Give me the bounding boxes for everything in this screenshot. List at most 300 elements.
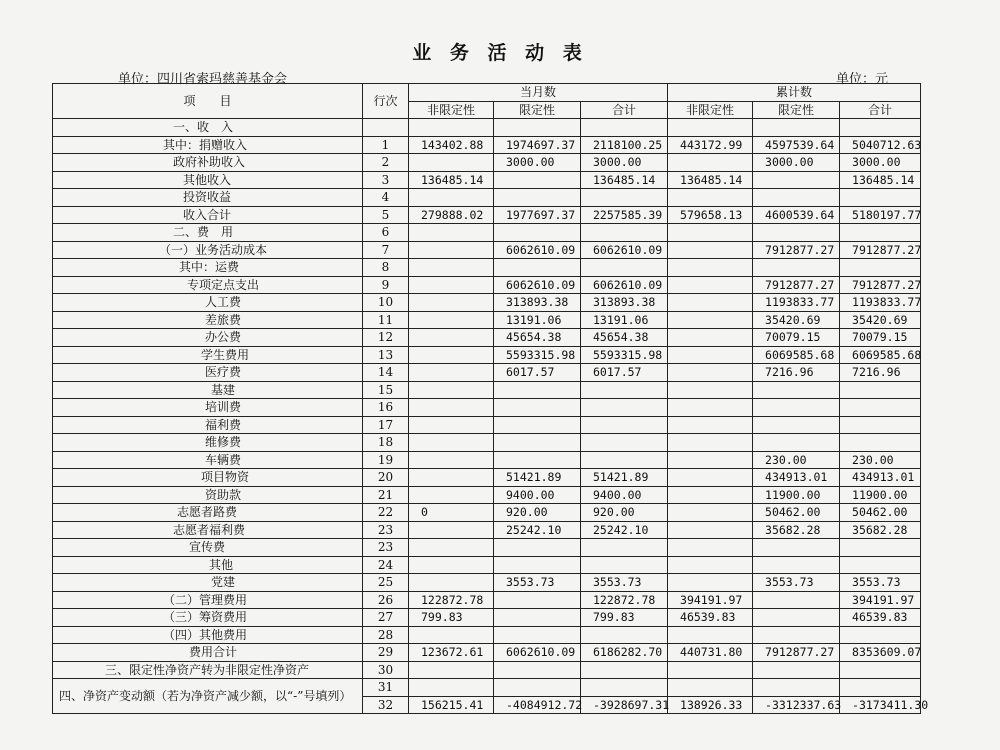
- header-cumulative: 累计数: [668, 84, 921, 102]
- cum-unrestricted: [668, 294, 753, 312]
- row-item: 投资收益: [53, 189, 363, 207]
- cum-unrestricted: 136485.14: [668, 171, 753, 189]
- row-number: 8: [363, 259, 409, 277]
- table-row: [53, 416, 921, 434]
- month-restricted: 1977697.37: [494, 206, 581, 224]
- row-item: 宣传费: [53, 539, 363, 557]
- month-restricted: [494, 259, 581, 277]
- cum-total: [840, 224, 921, 242]
- table-row: [53, 206, 921, 224]
- month-restricted: [494, 416, 581, 434]
- month-unrestricted: [409, 311, 494, 329]
- table-row: [53, 224, 921, 242]
- row-item: 基建: [53, 381, 363, 399]
- cum-total: 7912877.27: [840, 241, 921, 259]
- month-restricted: [494, 451, 581, 469]
- table-row: [53, 609, 921, 627]
- month-unrestricted: 123672.61: [409, 644, 494, 662]
- row-number: 17: [363, 416, 409, 434]
- cum-restricted: 4597539.64: [753, 136, 840, 154]
- month-restricted: [494, 399, 581, 417]
- month-restricted: [494, 661, 581, 679]
- month-restricted: [494, 556, 581, 574]
- net-change-month-total: -3928697.31: [581, 696, 668, 714]
- month-restricted: 51421.89: [494, 469, 581, 487]
- header-cum-total: 合计: [840, 101, 921, 119]
- table-row: [53, 136, 921, 154]
- table-row: [53, 381, 921, 399]
- row-item: （一）业务活动成本: [53, 241, 363, 259]
- table-row: [53, 329, 921, 347]
- row-number: 7: [363, 241, 409, 259]
- month-restricted: 6062610.09: [494, 241, 581, 259]
- table-row: [53, 661, 921, 679]
- net-change-cum-total: -3173411.30: [840, 696, 921, 714]
- month-unrestricted: [409, 661, 494, 679]
- cum-unrestricted: [668, 189, 753, 207]
- cum-restricted: 3553.73: [753, 574, 840, 592]
- net-change-month-restricted: -4084912.72: [494, 696, 581, 714]
- table-row: [53, 644, 921, 662]
- month-total: [581, 626, 668, 644]
- table-row: [53, 119, 921, 137]
- cum-total: 136485.14: [840, 171, 921, 189]
- row-number: 5: [363, 206, 409, 224]
- row-item: 项目物资: [53, 469, 363, 487]
- month-total: 3000.00: [581, 154, 668, 172]
- cum-restricted: [753, 434, 840, 452]
- month-restricted: 9400.00: [494, 486, 581, 504]
- month-unrestricted: [409, 154, 494, 172]
- month-total: 6062610.09: [581, 241, 668, 259]
- month-restricted: [494, 539, 581, 557]
- cum-restricted: [753, 189, 840, 207]
- month-unrestricted: [409, 486, 494, 504]
- month-total: [581, 451, 668, 469]
- row-number: 29: [363, 644, 409, 662]
- cum-total: 1193833.77: [840, 294, 921, 312]
- row-item: 差旅费: [53, 311, 363, 329]
- row-number: 26: [363, 591, 409, 609]
- month-unrestricted: [409, 364, 494, 382]
- cum-total: 3000.00: [840, 154, 921, 172]
- row-item: 其中：运费: [53, 259, 363, 277]
- net-change-cum-unrestricted: 138926.33: [668, 696, 753, 714]
- month-unrestricted: 799.83: [409, 609, 494, 627]
- cum-total: 7912877.27: [840, 276, 921, 294]
- month-unrestricted: [409, 224, 494, 242]
- table-row: [53, 434, 921, 452]
- table-row: [53, 399, 921, 417]
- row-item: 三、限定性净资产转为非限定性净资产: [53, 661, 363, 679]
- cum-restricted: [753, 224, 840, 242]
- month-restricted: [494, 224, 581, 242]
- net-change-month-unrestricted: 156215.41: [409, 696, 494, 714]
- row-item: 其他: [53, 556, 363, 574]
- table-row: [53, 259, 921, 277]
- table-row: [53, 556, 921, 574]
- month-total: 13191.06: [581, 311, 668, 329]
- row-item: 专项定点支出: [53, 276, 363, 294]
- header-month: 当月数: [409, 84, 668, 102]
- cum-restricted: 50462.00: [753, 504, 840, 522]
- month-restricted: 13191.06: [494, 311, 581, 329]
- month-total: [581, 189, 668, 207]
- row-item: 志愿者福利费: [53, 521, 363, 539]
- month-restricted: [494, 626, 581, 644]
- month-total: [581, 381, 668, 399]
- cum-total: 35682.28: [840, 521, 921, 539]
- cum-total: [840, 434, 921, 452]
- cum-restricted: 7912877.27: [753, 241, 840, 259]
- month-unrestricted: [409, 259, 494, 277]
- cum-restricted: 7912877.27: [753, 644, 840, 662]
- activity-table: [52, 83, 929, 714]
- month-total: 313893.38: [581, 294, 668, 312]
- table-row: [53, 574, 921, 592]
- row-item: 其他收入: [53, 171, 363, 189]
- cum-restricted: [753, 609, 840, 627]
- cum-restricted: 11900.00: [753, 486, 840, 504]
- cum-restricted: [753, 399, 840, 417]
- month-total: 6062610.09: [581, 276, 668, 294]
- row-item: 人工费: [53, 294, 363, 312]
- month-unrestricted: [409, 329, 494, 347]
- row-item: 培训费: [53, 399, 363, 417]
- currency-unit: 单位：元: [836, 72, 889, 87]
- cum-unrestricted: [668, 346, 753, 364]
- table-row: [53, 346, 921, 364]
- row-item: 资助款: [53, 486, 363, 504]
- month-unrestricted: 143402.88: [409, 136, 494, 154]
- cum-unrestricted: [668, 154, 753, 172]
- cum-restricted: [753, 119, 840, 137]
- cum-unrestricted: [668, 486, 753, 504]
- month-restricted: 3000.00: [494, 154, 581, 172]
- row-item: 政府补助收入: [53, 154, 363, 172]
- net-change-item: 四、净资产变动额（若为净资产减少额，以“-”号填列）: [53, 679, 363, 714]
- row-item: 志愿者路费: [53, 504, 363, 522]
- row-item: 党建: [53, 574, 363, 592]
- row-number: 12: [363, 329, 409, 347]
- row-number: 14: [363, 364, 409, 382]
- header-cum-unrestricted: 非限定性: [668, 101, 753, 119]
- row-item: 医疗费: [53, 364, 363, 382]
- table-row: [53, 521, 921, 539]
- cum-total: 3553.73: [840, 574, 921, 592]
- cum-unrestricted: [668, 399, 753, 417]
- month-total: [581, 259, 668, 277]
- month-total: [581, 416, 668, 434]
- table-row: [53, 171, 921, 189]
- row-item: 办公费: [53, 329, 363, 347]
- row-number: [363, 119, 409, 137]
- row-number: 19: [363, 451, 409, 469]
- row-number: 24: [363, 556, 409, 574]
- cum-restricted: [753, 171, 840, 189]
- month-unrestricted: [409, 276, 494, 294]
- cum-unrestricted: 440731.80: [668, 644, 753, 662]
- table-row: [53, 311, 921, 329]
- cum-total: 11900.00: [840, 486, 921, 504]
- month-restricted: 25242.10: [494, 521, 581, 539]
- month-restricted: 313893.38: [494, 294, 581, 312]
- cum-total: 8353609.07: [840, 644, 921, 662]
- cum-unrestricted: [668, 661, 753, 679]
- cum-restricted: 35682.28: [753, 521, 840, 539]
- cum-restricted: 35420.69: [753, 311, 840, 329]
- cum-unrestricted: [668, 241, 753, 259]
- cum-restricted: [753, 381, 840, 399]
- cum-total: 5040712.63: [840, 136, 921, 154]
- row-number: 9: [363, 276, 409, 294]
- month-restricted: 920.00: [494, 504, 581, 522]
- month-unrestricted: [409, 416, 494, 434]
- month-total: 6186282.70: [581, 644, 668, 662]
- cum-restricted: 4600539.64: [753, 206, 840, 224]
- row-item: 福利费: [53, 416, 363, 434]
- row-number: 22: [363, 504, 409, 522]
- cum-total: [840, 626, 921, 644]
- table-row: [53, 486, 921, 504]
- net-change-cum-restricted: -3312337.63: [753, 696, 840, 714]
- cum-unrestricted: [668, 469, 753, 487]
- cum-unrestricted: [668, 119, 753, 137]
- report-title: 业 务 活 动 表: [412, 42, 588, 64]
- month-total: 920.00: [581, 504, 668, 522]
- cum-unrestricted: [668, 539, 753, 557]
- cum-restricted: [753, 259, 840, 277]
- month-unrestricted: [409, 399, 494, 417]
- cum-total: 50462.00: [840, 504, 921, 522]
- table-row: [53, 539, 921, 557]
- month-total: [581, 556, 668, 574]
- cum-total: [840, 399, 921, 417]
- month-total: [581, 434, 668, 452]
- table-row: [53, 241, 921, 259]
- row-item: （二）管理费用: [53, 591, 363, 609]
- month-total: 2118100.25: [581, 136, 668, 154]
- row-number: 16: [363, 399, 409, 417]
- cum-total: 230.00: [840, 451, 921, 469]
- cum-restricted: 1193833.77: [753, 294, 840, 312]
- month-total: 9400.00: [581, 486, 668, 504]
- month-unrestricted: [409, 521, 494, 539]
- cum-restricted: 7216.96: [753, 364, 840, 382]
- cum-total: 46539.83: [840, 609, 921, 627]
- table-row: [53, 504, 921, 522]
- month-restricted: [494, 609, 581, 627]
- row-number: 23: [363, 539, 409, 557]
- month-unrestricted: [409, 294, 494, 312]
- cum-restricted: [753, 626, 840, 644]
- header-month-unrestricted: 非限定性: [409, 101, 494, 119]
- month-total: 799.83: [581, 609, 668, 627]
- table-row: [53, 364, 921, 382]
- month-unrestricted: [409, 469, 494, 487]
- row-number: 1: [363, 136, 409, 154]
- row-item: （三）筹资费用: [53, 609, 363, 627]
- cum-total: [840, 556, 921, 574]
- net-change-row-b: 32: [363, 696, 409, 714]
- cum-restricted: [753, 556, 840, 574]
- month-total: [581, 539, 668, 557]
- cum-restricted: 6069585.68: [753, 346, 840, 364]
- month-total: [581, 399, 668, 417]
- cum-restricted: [753, 539, 840, 557]
- row-number: 23: [363, 521, 409, 539]
- month-restricted: [494, 591, 581, 609]
- row-number: 4: [363, 189, 409, 207]
- header-row: 行次: [363, 84, 409, 119]
- row-item: 车辆费: [53, 451, 363, 469]
- table-row: [53, 189, 921, 207]
- month-total: 25242.10: [581, 521, 668, 539]
- row-item: 其中：捐赠收入: [53, 136, 363, 154]
- month-unrestricted: [409, 451, 494, 469]
- month-total: 2257585.39: [581, 206, 668, 224]
- table-row: [53, 451, 921, 469]
- month-total: 3553.73: [581, 574, 668, 592]
- row-item: 学生费用: [53, 346, 363, 364]
- cum-total: 394191.97: [840, 591, 921, 609]
- cum-total: 70079.15: [840, 329, 921, 347]
- row-number: 13: [363, 346, 409, 364]
- month-unrestricted: [409, 119, 494, 137]
- month-unrestricted: [409, 241, 494, 259]
- row-item: （四）其他费用: [53, 626, 363, 644]
- cum-unrestricted: [668, 574, 753, 592]
- cum-restricted: [753, 416, 840, 434]
- row-item: 一、收 入: [53, 119, 363, 137]
- row-number: 2: [363, 154, 409, 172]
- cum-total: [840, 119, 921, 137]
- month-total: 136485.14: [581, 171, 668, 189]
- cum-total: 6069585.68: [840, 346, 921, 364]
- cum-unrestricted: [668, 364, 753, 382]
- table-row: [53, 591, 921, 609]
- cum-unrestricted: 443172.99: [668, 136, 753, 154]
- row-item: 维修费: [53, 434, 363, 452]
- cum-restricted: 3000.00: [753, 154, 840, 172]
- month-total: 5593315.98: [581, 346, 668, 364]
- month-unrestricted: [409, 434, 494, 452]
- month-restricted: 6062610.09: [494, 644, 581, 662]
- month-unrestricted: [409, 381, 494, 399]
- row-item: 二、费 用: [53, 224, 363, 242]
- month-total: 51421.89: [581, 469, 668, 487]
- cum-restricted: 230.00: [753, 451, 840, 469]
- row-item: 费用合计: [53, 644, 363, 662]
- month-restricted: 6062610.09: [494, 276, 581, 294]
- month-restricted: [494, 381, 581, 399]
- cum-unrestricted: [668, 311, 753, 329]
- header-item: 项 目: [53, 84, 363, 119]
- cum-unrestricted: [668, 504, 753, 522]
- month-total: [581, 661, 668, 679]
- month-restricted: 45654.38: [494, 329, 581, 347]
- row-number: 6: [363, 224, 409, 242]
- header-month-total: 合计: [581, 101, 668, 119]
- cum-unrestricted: 46539.83: [668, 609, 753, 627]
- cum-unrestricted: [668, 556, 753, 574]
- month-total: [581, 119, 668, 137]
- cum-restricted: 7912877.27: [753, 276, 840, 294]
- cum-unrestricted: [668, 224, 753, 242]
- row-number: 10: [363, 294, 409, 312]
- month-restricted: 6017.57: [494, 364, 581, 382]
- month-unrestricted: 0: [409, 504, 494, 522]
- month-restricted: [494, 171, 581, 189]
- cum-unrestricted: [668, 416, 753, 434]
- month-unrestricted: [409, 574, 494, 592]
- cum-unrestricted: [668, 276, 753, 294]
- month-unrestricted: [409, 556, 494, 574]
- cum-total: [840, 189, 921, 207]
- month-restricted: [494, 189, 581, 207]
- header-cum-restricted: 限定性: [753, 101, 840, 119]
- month-unrestricted: 279888.02: [409, 206, 494, 224]
- cum-restricted: 434913.01: [753, 469, 840, 487]
- organization-unit: 单位：四川省索玛慈善基金会: [118, 72, 288, 87]
- month-total: 45654.38: [581, 329, 668, 347]
- row-number: 30: [363, 661, 409, 679]
- net-change-row-a: 31: [363, 679, 409, 697]
- row-number: 20: [363, 469, 409, 487]
- header-month-restricted: 限定性: [494, 101, 581, 119]
- table-row: [53, 154, 921, 172]
- cum-unrestricted: 394191.97: [668, 591, 753, 609]
- cum-unrestricted: 579658.13: [668, 206, 753, 224]
- cum-total: [840, 661, 921, 679]
- row-number: 21: [363, 486, 409, 504]
- cum-unrestricted: [668, 259, 753, 277]
- month-total: 6017.57: [581, 364, 668, 382]
- month-unrestricted: 122872.78: [409, 591, 494, 609]
- row-number: 11: [363, 311, 409, 329]
- row-number: 15: [363, 381, 409, 399]
- cum-unrestricted: [668, 434, 753, 452]
- row-number: 28: [363, 626, 409, 644]
- month-total: [581, 224, 668, 242]
- table-row: [53, 294, 921, 312]
- month-unrestricted: [409, 189, 494, 207]
- month-unrestricted: [409, 539, 494, 557]
- cum-total: 5180197.77: [840, 206, 921, 224]
- table-row: [53, 469, 921, 487]
- month-unrestricted: [409, 626, 494, 644]
- cum-unrestricted: [668, 626, 753, 644]
- cum-total: 7216.96: [840, 364, 921, 382]
- cum-total: [840, 259, 921, 277]
- cum-restricted: [753, 661, 840, 679]
- cum-unrestricted: [668, 521, 753, 539]
- cum-unrestricted: [668, 329, 753, 347]
- table-row: [53, 276, 921, 294]
- month-total: 122872.78: [581, 591, 668, 609]
- month-restricted: 3553.73: [494, 574, 581, 592]
- month-restricted: 5593315.98: [494, 346, 581, 364]
- month-restricted: 1974697.37: [494, 136, 581, 154]
- month-unrestricted: 136485.14: [409, 171, 494, 189]
- row-number: 25: [363, 574, 409, 592]
- row-number: 18: [363, 434, 409, 452]
- cum-total: 434913.01: [840, 469, 921, 487]
- cum-unrestricted: [668, 451, 753, 469]
- month-restricted: [494, 119, 581, 137]
- cum-total: [840, 381, 921, 399]
- row-number: 3: [363, 171, 409, 189]
